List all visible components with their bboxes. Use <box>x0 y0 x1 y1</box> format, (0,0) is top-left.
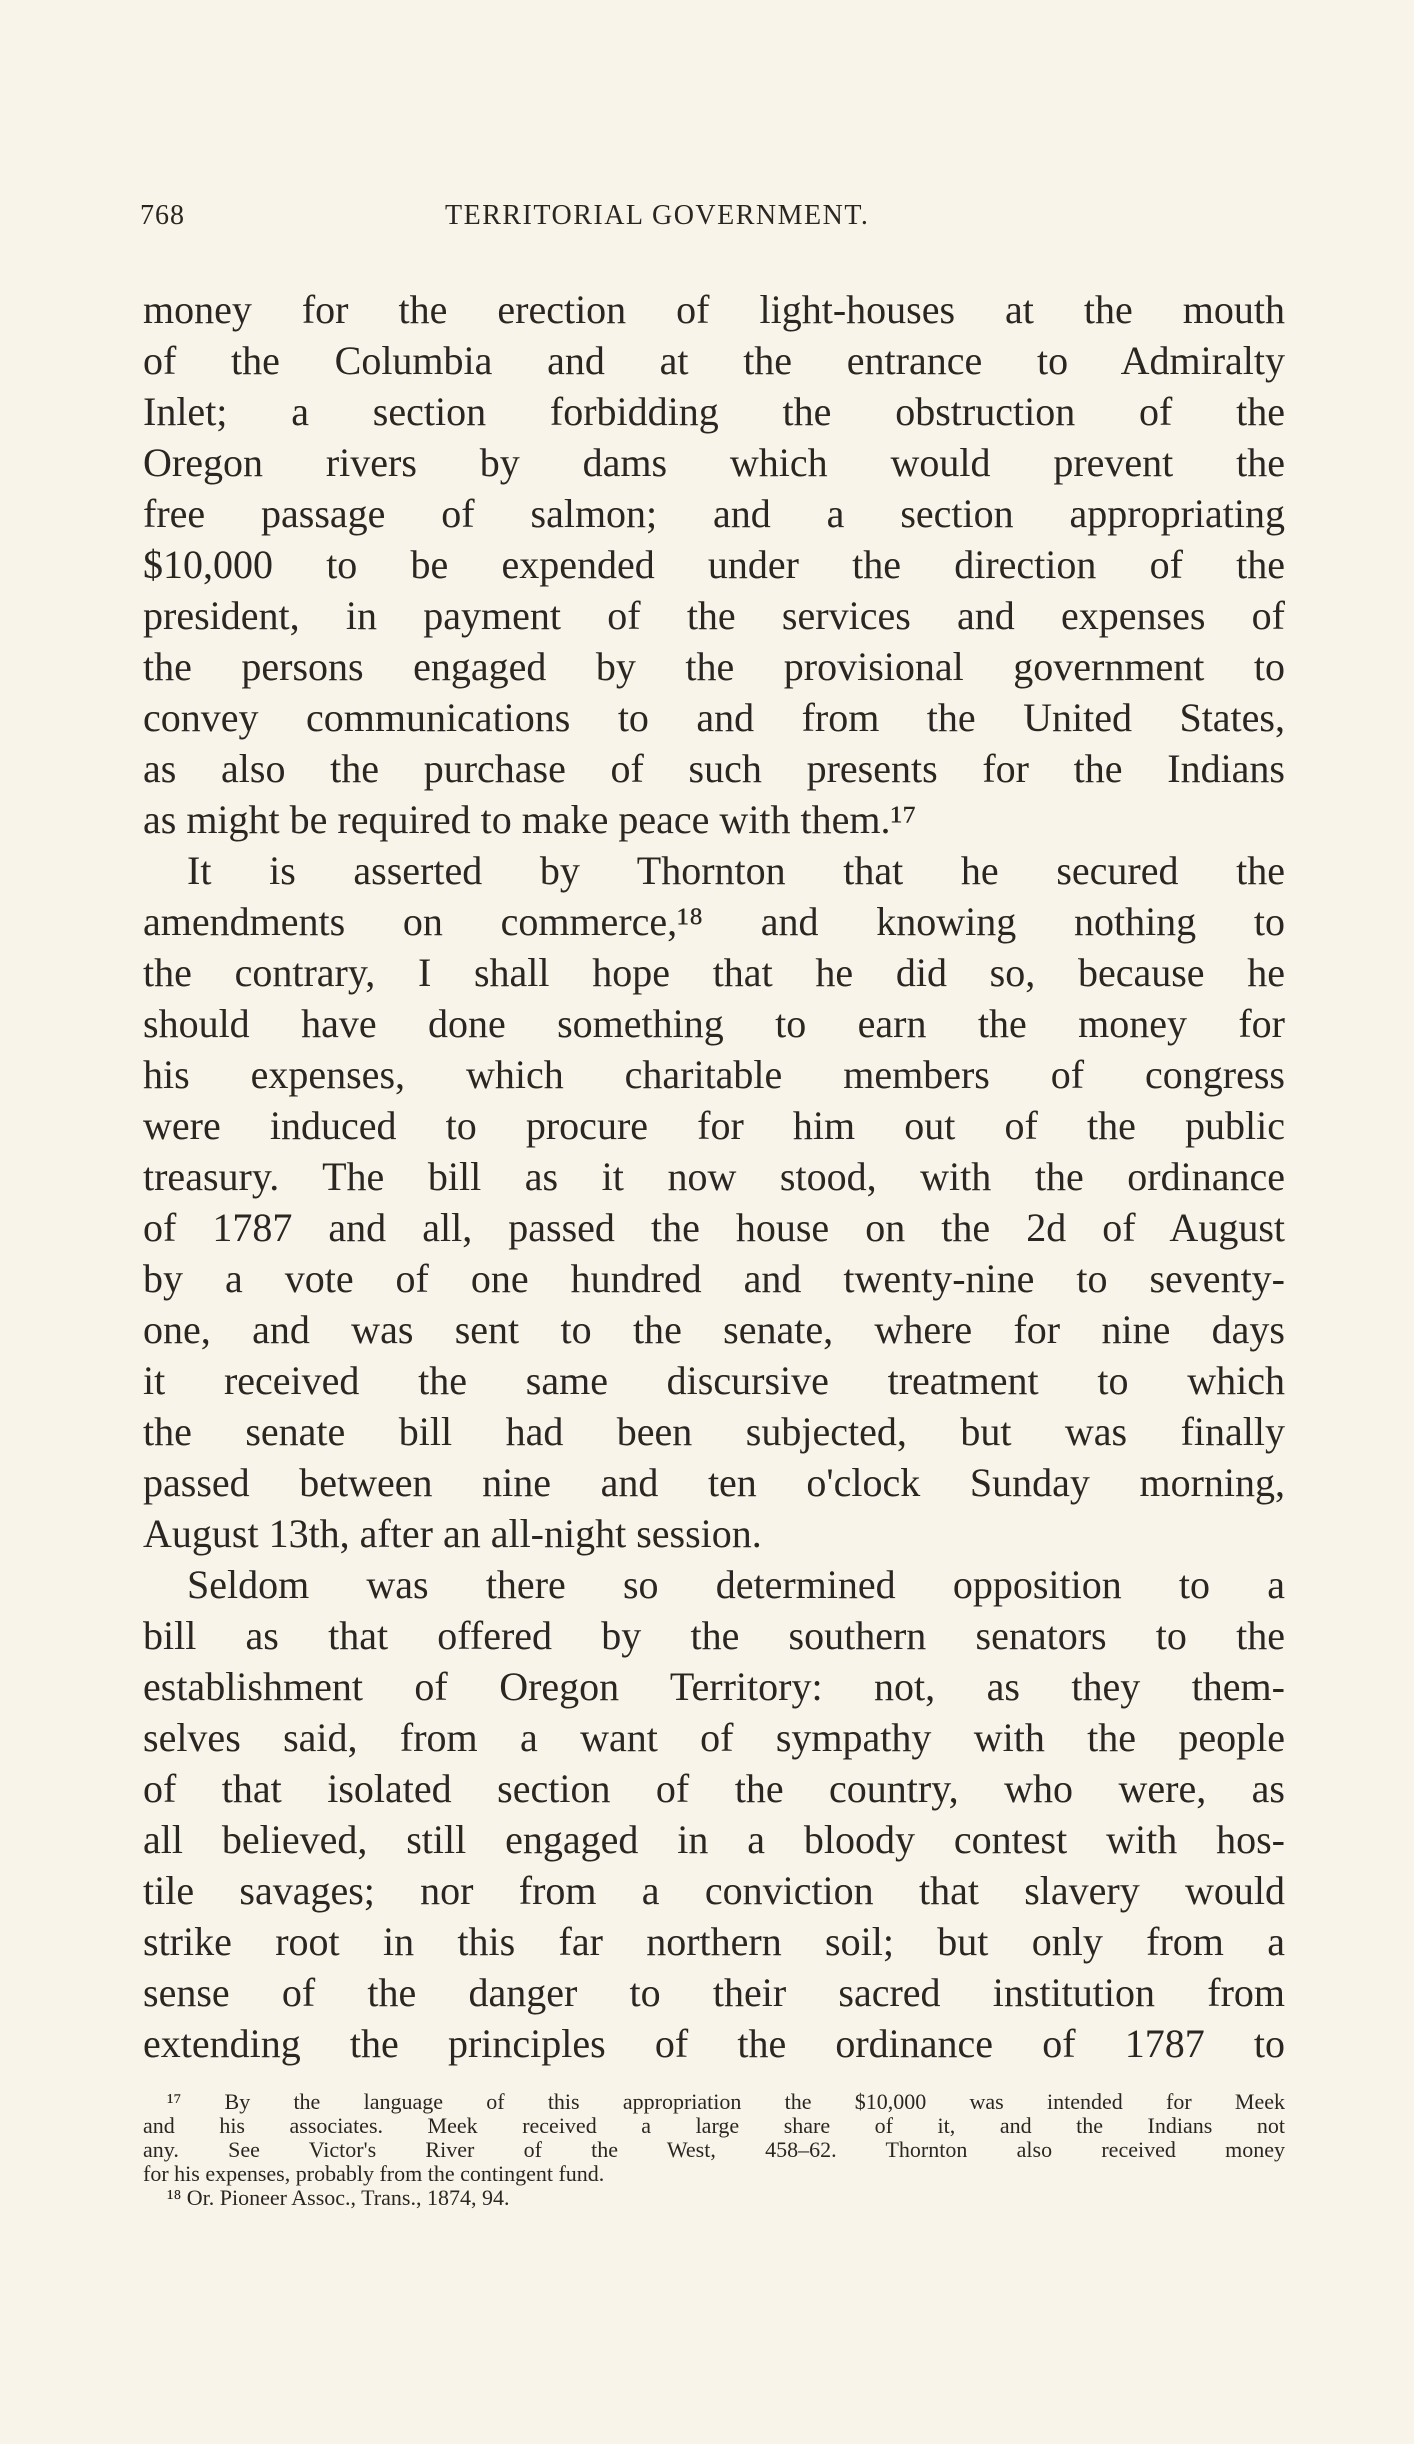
footnote-line: for his expenses, probably from the contingent fund. <box>143 2161 605 2186</box>
text-line: should have done something to earn the money for <box>143 1001 1285 1046</box>
text-line: establishment of Oregon Territory: not, as they them- <box>143 1664 1285 1709</box>
text-line: $10,000 to be expended under the direction of the <box>143 542 1285 587</box>
text-line: it received the same discursive treatment to which <box>143 1358 1285 1403</box>
text-line: Oregon rivers by dams which would prevent the <box>143 440 1285 485</box>
footnote-line: ¹⁸ Or. Pioneer Assoc., Trans., 1874, 94. <box>167 2185 510 2210</box>
text-line: strike root in this far northern soil; but only from a <box>143 1919 1285 1964</box>
text-line: as might be required to make peace with them.¹⁷ <box>143 797 917 842</box>
text-line: of 1787 and all, passed the house on the 2d of August <box>143 1205 1285 1250</box>
text-line: tile savages; nor from a conviction that slavery would <box>143 1868 1285 1913</box>
text-line: amendments on commerce,¹⁸ and knowing nothing to <box>143 899 1285 944</box>
text-line: free passage of salmon; and a section appropriating <box>143 491 1285 536</box>
text-line: of the Columbia and at the entrance to Admiralty <box>143 338 1285 383</box>
text-line: money for the erection of light-houses at the mouth <box>143 287 1285 332</box>
text-line: the senate bill had been subjected, but was finally <box>143 1409 1285 1454</box>
text-line: president, in payment of the services and expenses of <box>143 593 1285 638</box>
body-text <box>143 284 1285 2069</box>
text-line: were induced to procure for him out of the public <box>143 1103 1285 1148</box>
running-head <box>140 200 1280 240</box>
text-line: the contrary, I shall hope that he did so, because he <box>143 950 1285 995</box>
page-number: 768 <box>140 200 185 231</box>
text-line: his expenses, which charitable members of congress <box>143 1052 1285 1097</box>
text-line: all believed, still engaged in a bloody contest with hos- <box>143 1817 1285 1862</box>
text-line: by a vote of one hundred and twenty-nine to seventy- <box>143 1256 1285 1301</box>
text-line: of that isolated section of the country, who were, as <box>143 1766 1285 1811</box>
text-line: selves said, from a want of sympathy with the people <box>143 1715 1285 1760</box>
text-line: August 13th, after an all-night session. <box>143 1511 762 1556</box>
text-line: passed between nine and ten o'clock Sunday morning, <box>143 1460 1285 1505</box>
text-line: It is asserted by Thornton that he secured the <box>187 848 1285 893</box>
text-line: extending the principles of the ordinance of 1787 to <box>143 2021 1285 2066</box>
footnotes <box>143 2090 1285 2210</box>
text-line: Seldom was there so determined opposition to a <box>187 1562 1285 1607</box>
footnote-line: and his associates. Meek received a large share of it, and the Indians not <box>143 2113 1285 2138</box>
text-line: convey communications to and from the United States, <box>143 695 1285 740</box>
footnote-line: ¹⁷ By the language of this appropriation the $10,000 was intended for Meek <box>167 2089 1285 2114</box>
footnote-line: any. See Victor's River of the West, 458–62. Thornton also received money <box>143 2137 1285 2162</box>
running-title: TERRITORIAL GOVERNMENT. <box>445 200 870 231</box>
text-line: as also the purchase of such presents for the Indians <box>143 746 1285 791</box>
text-line: bill as that offered by the southern senators to the <box>143 1613 1285 1658</box>
text-line: treasury. The bill as it now stood, with the ordinance <box>143 1154 1285 1199</box>
text-line: the persons engaged by the provisional government to <box>143 644 1285 689</box>
text-line: Inlet; a section forbidding the obstruction of the <box>143 389 1285 434</box>
text-line: one, and was sent to the senate, where for nine days <box>143 1307 1285 1352</box>
text-line: sense of the danger to their sacred institution from <box>143 1970 1285 2015</box>
